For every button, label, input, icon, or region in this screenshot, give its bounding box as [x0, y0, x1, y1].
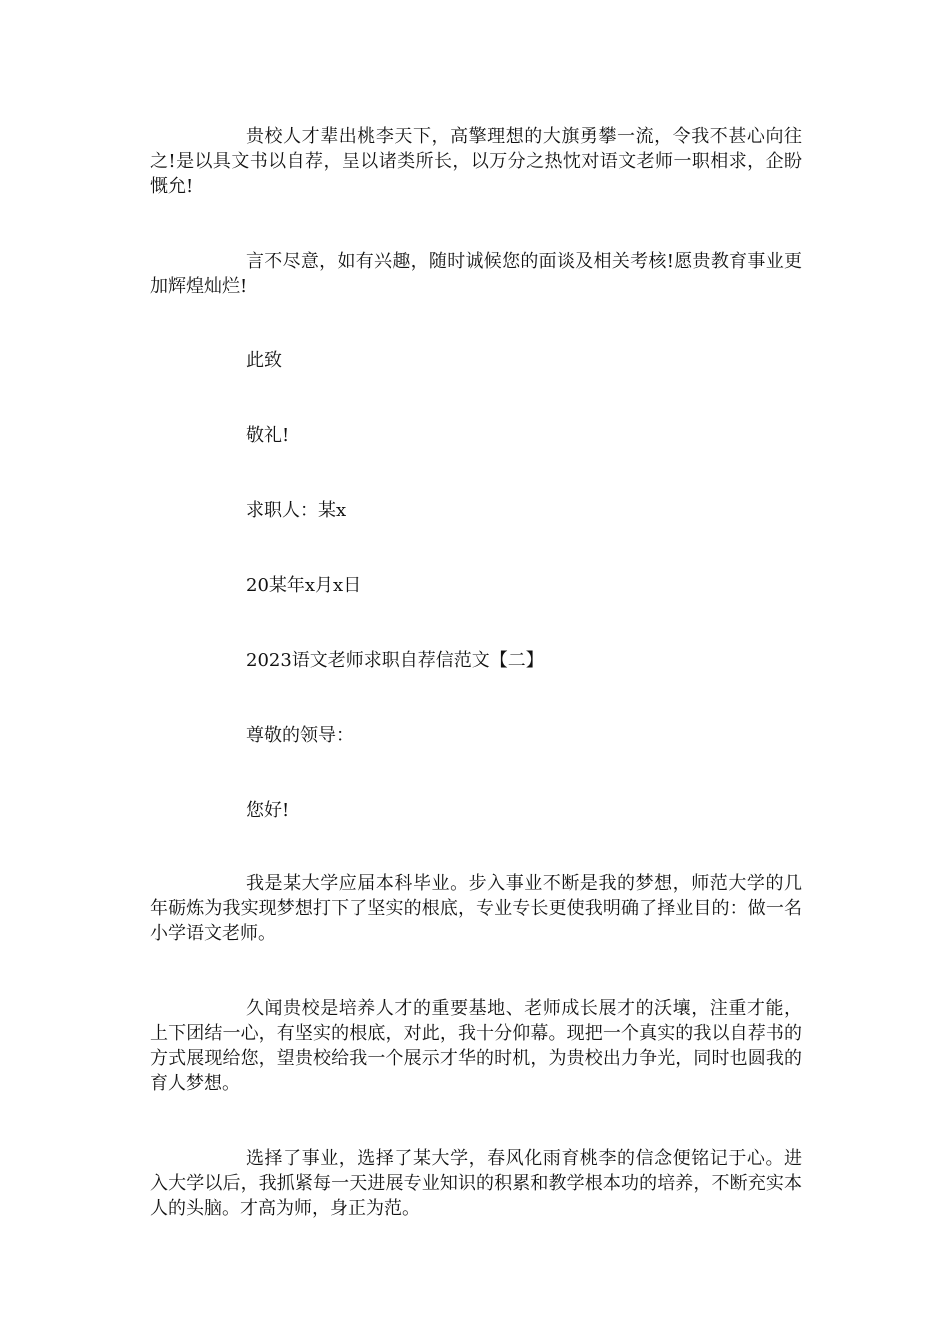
- paragraph-school-praise: 贵校人才辈出桃李天下，高擎理想的大旗勇攀一流，令我不甚心向往之!是以具文书以自荐，呈以诸类所长，以万分之热忱对语文老师一职相求，企盼慨允!: [150, 126, 802, 197]
- paragraph-introduction: 我是某大学应届本科毕业。步入事业不断是我的梦想，师范大学的几年砺炼为我实现梦想打下了坚实的根底，专业专长更使我明确了择业目的：做一名小学语文老师。: [150, 873, 802, 944]
- letter-date: 20某年x月x日: [246, 575, 362, 596]
- salutation-jingli: 敬礼!: [246, 425, 290, 446]
- paragraph-career-choice: 选择了事业，选择了某大学，春风化雨育桃李的信念便铭记于心。进入大学以后，我抓紧每一天进展专业知识的积累和教学根本功的培养，不断充实本人的头脑。才高为师，身正为范。: [150, 1148, 802, 1219]
- applicant-signature: 求职人：某x: [246, 500, 347, 521]
- document-page: [150, 0, 802, 1344]
- paragraph-closing-wish: 言不尽意，如有兴趣，随时诚候您的面谈及相关考核!愿贵教育事业更加辉煌灿烂!: [150, 251, 802, 297]
- greeting-hello: 您好!: [246, 800, 290, 821]
- paragraph-school-admiration: 久闻贵校是培养人才的重要基地、老师成长展才的沃壤，注重才能，上下团结一心，有坚实的根底，对此，我十分仰幕。现把一个真实的我以自荐书的方式展现给您，望贵校给我一个展示才华的时机，为贵校出力争光，同时也圆我的育人梦想。: [150, 998, 802, 1094]
- greeting-leaders: 尊敬的领导：: [246, 725, 354, 746]
- salutation-cizhi: 此致: [246, 350, 282, 371]
- section-heading: 2023语文老师求职自荐信范文【二】: [246, 650, 544, 671]
